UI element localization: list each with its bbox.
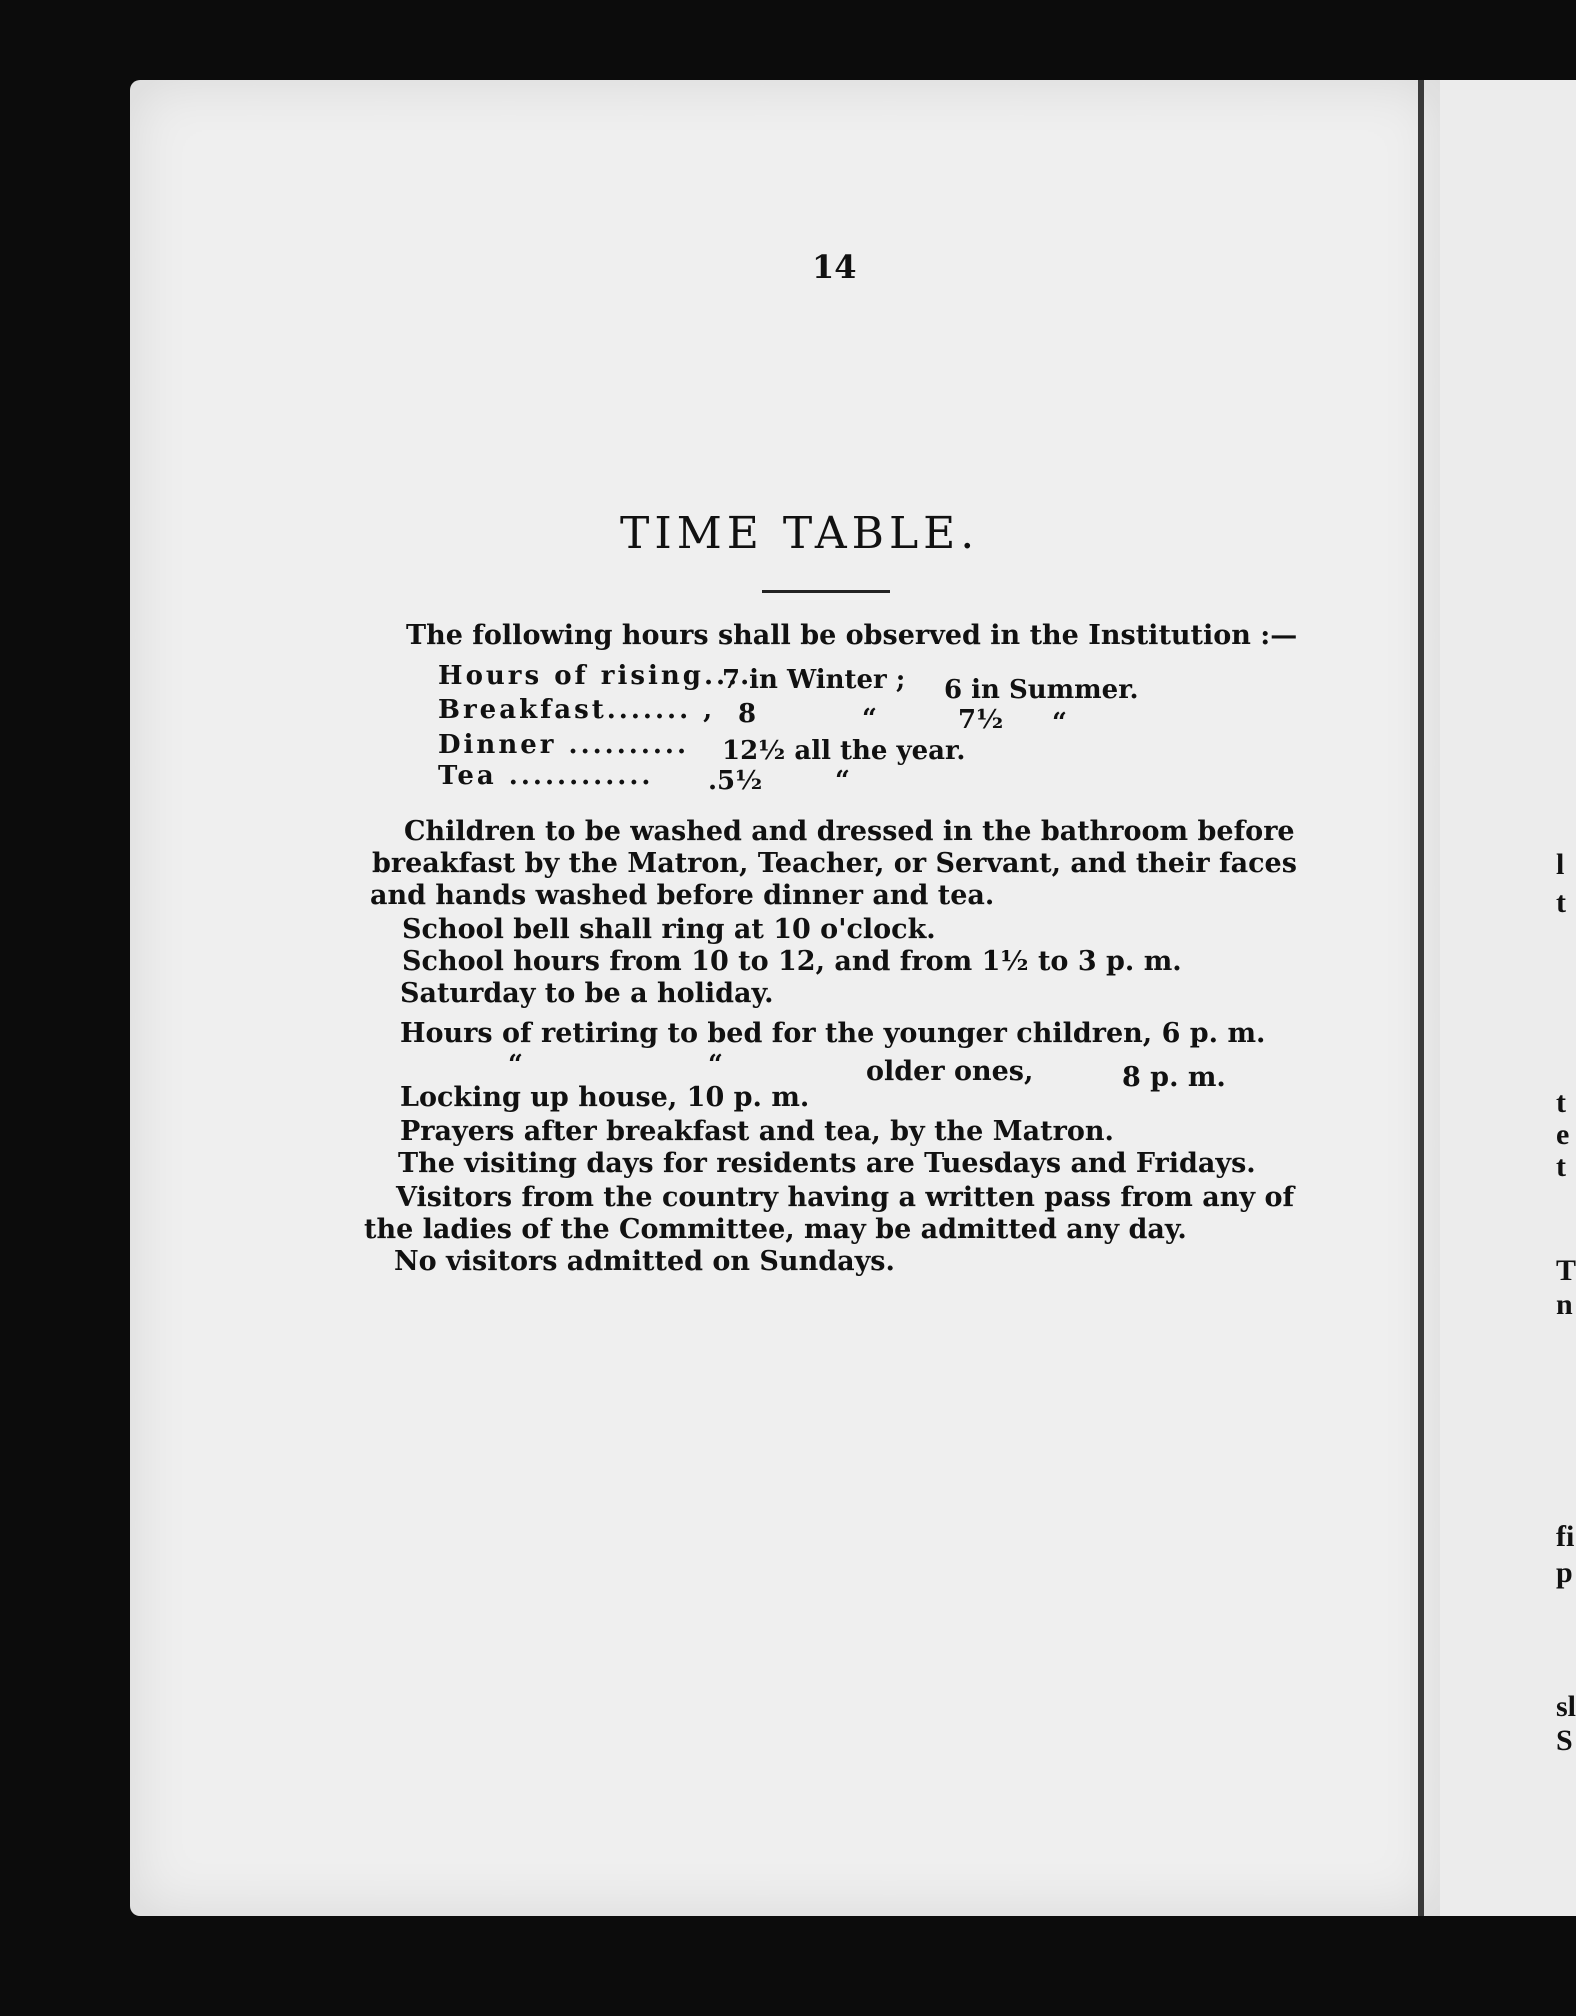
- rule-line: Prayers after breakfast and tea, by the Matron.: [400, 1116, 1114, 1147]
- meal-winter: 7 in Winter ;: [722, 665, 906, 695]
- page-title: TIME TABLE.: [620, 508, 980, 559]
- ditto-mark: “: [508, 1050, 523, 1080]
- rule-line: School hours from 10 to 12, and from 1½ to 3 p. m.: [402, 946, 1182, 977]
- older-time: 8 p. m.: [1122, 1062, 1226, 1093]
- rule-line: School bell shall ring at 10 o'clock.: [402, 914, 936, 945]
- rule-line: The visiting days for residents are Tuesdays and Fridays.: [398, 1148, 1256, 1179]
- bleed-letter: l: [1556, 848, 1565, 881]
- rule-line: Visitors from the country having a written pass from any of: [396, 1182, 1295, 1213]
- older-label: older ones,: [866, 1056, 1034, 1087]
- bleed-letter: T: [1556, 1254, 1576, 1287]
- meal-label: Hours of rising....: [438, 661, 753, 691]
- paragraph-line: breakfast by the Matron, Teacher, or Servant, and their faces: [372, 848, 1297, 879]
- rule-line: Locking up house, 10 p. m.: [400, 1082, 810, 1113]
- rule-line: the ladies of the Committee, may be admitted any day.: [364, 1214, 1187, 1245]
- bleed-letter: sl: [1556, 1690, 1576, 1723]
- left-page: [130, 80, 1440, 1916]
- meal-label: Dinner ..........: [438, 730, 690, 760]
- rule-line: No visitors admitted on Sundays.: [394, 1246, 895, 1277]
- bleed-letter: fi: [1556, 1520, 1575, 1553]
- paragraph-line: and hands washed before dinner and tea.: [370, 880, 995, 911]
- bleed-letter: n: [1556, 1288, 1573, 1321]
- rule-line: Saturday to be a holiday.: [400, 978, 774, 1009]
- rule-line: Hours of retiring to bed for the younger children, 6 p. m.: [400, 1018, 1266, 1049]
- ditto-mark: “: [835, 766, 850, 796]
- bleed-letter: e: [1556, 1118, 1570, 1151]
- bleed-letter: S: [1556, 1724, 1573, 1757]
- meal-winter: 12½ all the year.: [722, 736, 966, 766]
- page-number: 14: [812, 248, 857, 286]
- meal-winter: .5½: [708, 766, 763, 796]
- bleed-letter: t: [1556, 886, 1566, 919]
- ditto-mark: “: [708, 1050, 723, 1080]
- bleed-letter: t: [1556, 1086, 1566, 1119]
- meal-winter: 8: [738, 699, 757, 729]
- meal-label: Tea ............: [438, 761, 654, 791]
- right-page-edge: [1440, 80, 1576, 1916]
- title-rule: [762, 590, 890, 593]
- page-fold: [1418, 80, 1424, 1916]
- meal-label: Breakfast....... ,: [438, 695, 716, 725]
- bleed-letter: t: [1556, 1150, 1566, 1183]
- meal-summer: 6 in Summer.: [944, 675, 1139, 705]
- ditto-mark: “: [862, 704, 877, 734]
- paragraph-line: Children to be washed and dressed in the bathroom before: [404, 816, 1295, 847]
- intro-text: The following hours shall be observed in the Institution :—: [406, 620, 1298, 651]
- ditto-mark: “: [1052, 708, 1067, 738]
- bleed-letter: p: [1556, 1556, 1573, 1589]
- meal-summer: 7½: [958, 705, 1004, 735]
